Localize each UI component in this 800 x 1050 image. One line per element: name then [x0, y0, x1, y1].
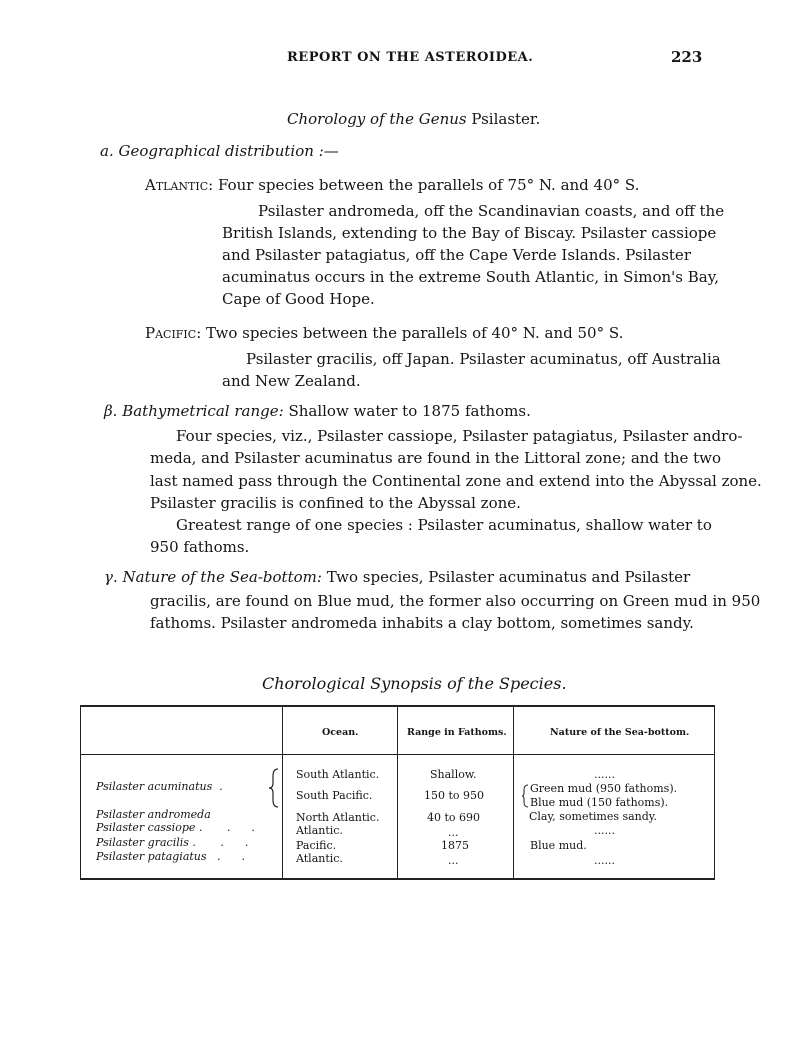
- species-patagiatus: Psilaster patagiatus . .: [96, 850, 245, 863]
- section-title-prefix: Chorology of the Genus: [287, 110, 467, 128]
- acuminatus-brace: [268, 768, 280, 808]
- range-4: 1875: [441, 839, 469, 852]
- pacific-line-2: and New Zealand.: [222, 372, 361, 390]
- bathy-line-0: Four species, viz., Psilaster cassiope, Psilaster patagiatus, Psilaster andro-: [176, 427, 743, 445]
- header-range: Range in Fathoms.: [407, 727, 507, 738]
- range-0: Shallow.: [430, 768, 477, 781]
- species-gracilis: Psilaster gracilis . . .: [96, 836, 249, 849]
- ocean-1: South Pacific.: [296, 789, 373, 802]
- header-bottom: Nature of the Sea-bottom.: [550, 727, 690, 738]
- pacific-first-line: [145, 322, 623, 344]
- range-3: ...: [448, 826, 459, 839]
- col-divider-1: [282, 705, 283, 880]
- green-blue-brace: [521, 784, 529, 808]
- atlantic-first-line: [145, 174, 639, 196]
- atlantic-line-5: Cape of Good Hope.: [222, 290, 375, 308]
- bathy-line-2: last named pass through the Continental zone and extend into the Abyssal zone.: [150, 472, 762, 490]
- col-divider-2: [397, 705, 398, 880]
- seabottom-first-line: [104, 566, 690, 588]
- page-number: 223: [671, 48, 703, 66]
- bathy-line-5: 950 fathoms.: [150, 538, 250, 556]
- table-left-border: [80, 705, 81, 880]
- atlantic-line-2: British Islands, extending to the Bay of Biscay. Psilaster cassiope: [222, 224, 717, 242]
- bathy-line-3: Psilaster gracilis is confined to the Abyssal zone.: [150, 494, 521, 512]
- pacific-line-1: Psilaster gracilis, off Japan. Psilaster acuminatus, off Australia: [246, 350, 721, 368]
- range-1: 150 to 950: [424, 789, 485, 802]
- bottom-1: Green mud (950 fathoms).: [530, 782, 678, 795]
- ocean-5: Atlantic.: [296, 852, 343, 865]
- section-title-genus: Psilaster.: [471, 110, 541, 128]
- species-andromeda: Psilaster andromeda: [96, 808, 211, 821]
- synopsis-title: Chorological Synopsis of the Species.: [262, 674, 567, 693]
- bottom-0: ......: [594, 768, 615, 781]
- ocean-3: Atlantic.: [296, 824, 343, 837]
- atlantic-region: Atlantic: [145, 176, 209, 194]
- range-2: 40 to 690: [427, 811, 481, 824]
- seabottom-label: γ. Nature of the Sea-bottom:: [104, 568, 322, 586]
- bathy-label-rest: Shallow water to 1875 fathoms.: [288, 402, 531, 420]
- ocean-2: North Atlantic.: [296, 811, 380, 824]
- species-cassiope: Psilaster cassiope . . .: [96, 821, 255, 834]
- atlantic-line-0: : Four species between the parallels of 75° N. and 40° S.: [208, 176, 640, 194]
- pacific-region: Pacific: [145, 324, 197, 342]
- bathy-first-line: [104, 400, 531, 422]
- bottom-2: Blue mud (150 fathoms).: [530, 796, 669, 809]
- atlantic-line-3: and Psilaster patagiatus, off the Cape Verde Islands. Psilaster: [222, 246, 691, 264]
- seabottom-line-1: gracilis, are found on Blue mud, the former also occurring on Green mud in 950: [150, 592, 761, 610]
- seabottom-line-0: Two species, Psilaster acuminatus and Psilaster: [326, 568, 691, 586]
- atlantic-line-1: Psilaster andromeda, off the Scandinavian coasts, and off the: [258, 202, 725, 220]
- ocean-0: South Atlantic.: [296, 768, 380, 781]
- bottom-3: Clay, sometimes sandy.: [529, 810, 658, 823]
- bottom-4: ......: [594, 824, 615, 837]
- bathy-label: β. Bathymetrical range:: [104, 402, 284, 420]
- range-5: ...: [448, 854, 459, 867]
- bottom-6: ......: [594, 854, 615, 867]
- ocean-4: Pacific.: [296, 839, 337, 852]
- seabottom-line-2: fathoms. Psilaster andromeda inhabits a clay bottom, sometimes sandy.: [150, 614, 694, 632]
- bathy-line-4: Greatest range of one species : Psilaster acuminatus, shallow water to: [176, 516, 712, 534]
- bottom-5: Blue mud.: [530, 839, 587, 852]
- table-right-border: [714, 705, 715, 880]
- col-divider-3: [513, 705, 514, 880]
- header-ocean: Ocean.: [322, 727, 359, 738]
- bathy-line-1: meda, and Psilaster acuminatus are found in the Littoral zone; and the two: [150, 449, 722, 467]
- species-acuminatus: Psilaster acuminatus .: [96, 780, 223, 793]
- geo-label: a. Geographical distribution :—: [100, 142, 339, 160]
- running-title: REPORT ON THE ASTEROIDEA.: [287, 50, 534, 65]
- pacific-line-0: : Two species between the parallels of 40° N. and 50° S.: [196, 324, 624, 342]
- atlantic-line-4: acuminatus occurs in the extreme South Atlantic, in Simon's Bay,: [222, 268, 719, 286]
- section-title: [287, 110, 540, 128]
